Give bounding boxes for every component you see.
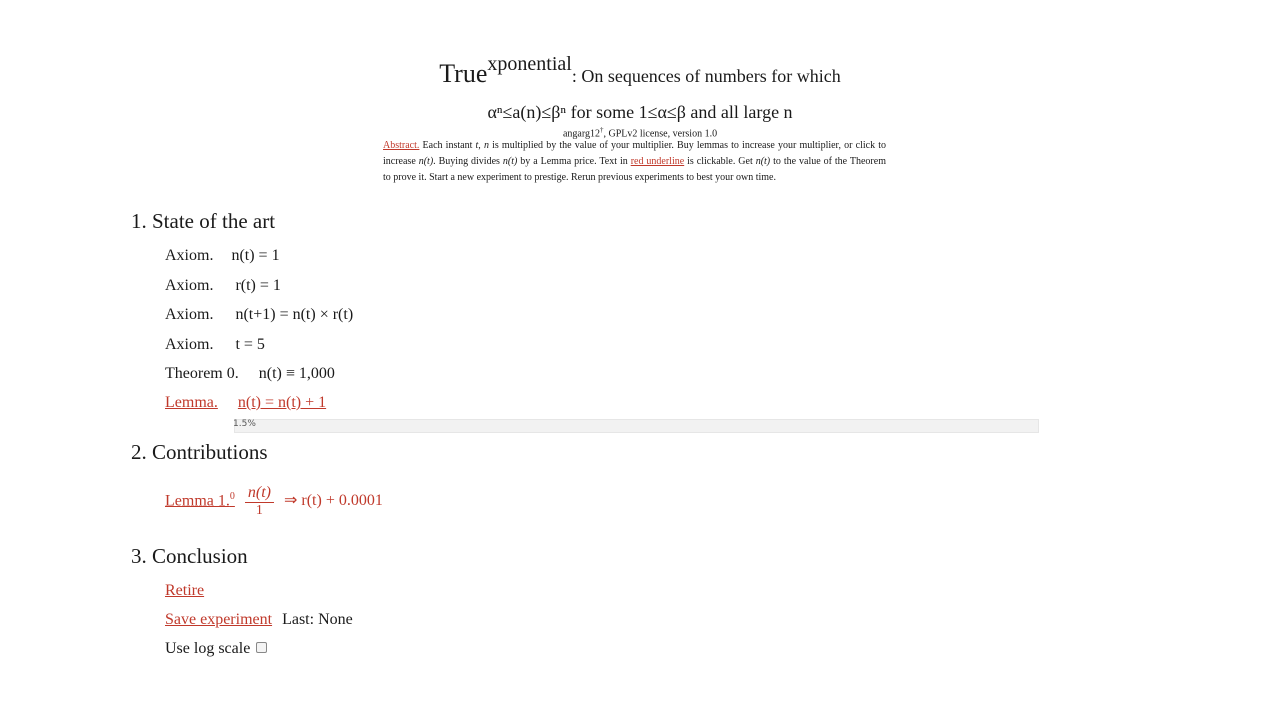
- abstract-text: by a Lemma price. Text in: [517, 156, 631, 167]
- red-underline-link[interactable]: red underline: [630, 156, 685, 167]
- axiom-row: [165, 247, 280, 265]
- abstract-text: is clickable. Get: [684, 156, 756, 167]
- license: , GPLv2 license, version 1.0: [603, 128, 718, 140]
- save-experiment-link[interactable]: Save experiment: [165, 611, 273, 628]
- axiom-row: [165, 336, 265, 354]
- contribution-row[interactable]: [165, 484, 383, 519]
- axiom-equation: r(t) = 1: [235, 277, 281, 294]
- lemma-label[interactable]: Lemma.: [165, 394, 218, 411]
- abstract-n: n: [483, 140, 489, 151]
- page-title: [360, 44, 920, 96]
- axiom-label: Axiom.: [165, 277, 214, 294]
- abstract: [383, 138, 886, 186]
- progress-label: 1.5%: [233, 419, 256, 429]
- abstract-text: ,: [478, 140, 484, 151]
- abstract-nt: n(t): [755, 156, 771, 167]
- title-block: [360, 44, 920, 139]
- theorem-progress-bar: [234, 419, 1039, 433]
- abstract-t: t: [475, 140, 479, 151]
- author: angarg12: [562, 128, 600, 140]
- log-scale-label: Use log scale: [165, 640, 251, 657]
- log-scale-row: [165, 640, 267, 658]
- title-rest: : On sequences of numbers for which: [571, 66, 841, 86]
- section-conclusion: 3. Conclusion: [131, 544, 248, 568]
- contribution-fraction: [245, 484, 274, 519]
- theorem-equation: n(t) ≡ 1,000: [258, 365, 335, 382]
- axiom-equation: n(t) = 1: [231, 247, 280, 264]
- title-main: True: [439, 59, 488, 88]
- axiom-equation: t = 5: [235, 336, 265, 353]
- abstract-text: . Buying divides: [433, 156, 503, 167]
- abstract-nt: n(t): [418, 156, 434, 167]
- lemma-row[interactable]: [165, 394, 326, 412]
- axiom-label: Axiom.: [165, 306, 214, 323]
- abstract-text: is multiplied by the value of your multiplier. Buy lemmas to increase your multiplier, or click to increase: [383, 140, 886, 167]
- author-sup: †: [599, 126, 604, 134]
- retire-row: [165, 582, 204, 600]
- theorem-row: [165, 365, 335, 383]
- theorem-label: Theorem 0.: [165, 365, 239, 382]
- lemma-equation[interactable]: n(t) = n(t) + 1: [237, 394, 327, 411]
- title-superscript: xponential: [487, 53, 572, 75]
- abstract-text: Each instant: [419, 140, 476, 151]
- section-contributions: 2. Contributions: [131, 440, 268, 464]
- contribution-level: 0: [229, 490, 235, 502]
- axiom-label: Axiom.: [165, 247, 214, 264]
- contribution-label-text[interactable]: Lemma 1.: [165, 492, 230, 510]
- fraction-denominator: 1: [255, 503, 263, 518]
- axiom-row: [165, 306, 353, 324]
- log-scale-checkbox[interactable]: [256, 642, 267, 653]
- save-row: [165, 611, 353, 629]
- subtitle: αⁿ≤a(n)≤βⁿ for some 1≤α≤β and all large n: [487, 102, 793, 122]
- fraction-numerator: n(t): [245, 484, 274, 503]
- axiom-label: Axiom.: [165, 336, 214, 353]
- abstract-label[interactable]: Abstract.: [383, 140, 420, 151]
- last-save-status: Last: None: [282, 611, 353, 628]
- axiom-equation: n(t+1) = n(t) × r(t): [235, 306, 354, 323]
- retire-link[interactable]: Retire: [165, 582, 205, 599]
- abstract-nt: n(t): [502, 156, 518, 167]
- axiom-row: [165, 277, 281, 295]
- abstract-text: to the value of the Theorem to prove it. Start a new experiment to prestige. Rerun previous experiments to best your own time.: [383, 156, 886, 183]
- contribution-effect: ⇒ r(t) + 0.0001: [283, 492, 383, 510]
- section-state-of-the-art: 1. State of the art: [131, 209, 276, 233]
- contribution-label[interactable]: [165, 491, 235, 510]
